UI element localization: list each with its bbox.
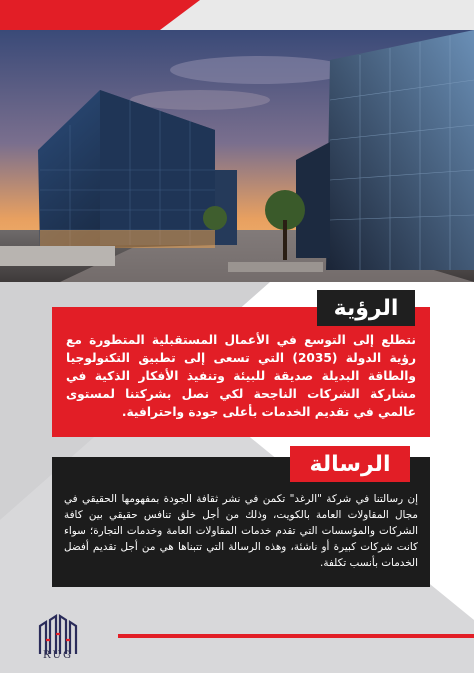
logo-text: RUG: [43, 650, 73, 661]
vision-panel: [52, 307, 430, 437]
vision-heading: الرؤية: [333, 295, 399, 321]
mission-heading-box: [290, 446, 410, 482]
mission-text: إن رسالتنا في شركة "الرغد" تكمن في نشر ثقافة الجودة بمفهومها الحقيقي في مجال المقاولات العامة بالكويت، وذلك من أجل خلق تنافس حقيقي بين كافة الشركات والمؤسسات التي تقدم خدمات المقاولات العامة وخدمات التجارة؛ سواء كانت شركات كبيرة أو ناشئة، وهذه الرسالة التي تتبناها هي من أجل تقديم أفضل الخدمات بأنسب تكلفة.: [64, 493, 418, 569]
footer-accent-line: [118, 634, 474, 638]
mission-heading: الرسالة: [309, 451, 391, 477]
vision-heading-box: [317, 290, 415, 326]
vision-text: نتطلع إلى التوسع في الأعمال المستقبلية المتطورة مع رؤية الدولة (2035) التي تسعى إلى تطبيق التكنولوجيا والطاقة البديلة صديقة للبيئة وتنفيذ الأفكار الذكية في مشاركة الشركات الناجحة لكي نصل بشركتنا لمستوى عالمي في تقديم الخدمات بأعلى جودة واحترافية.: [66, 333, 417, 419]
hero-photo: [0, 30, 474, 282]
